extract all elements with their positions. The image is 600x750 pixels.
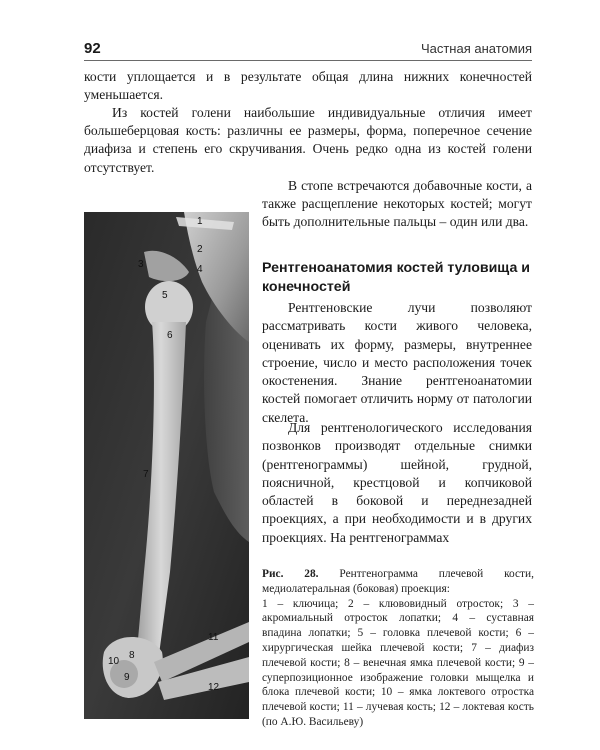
paragraph-4: Рентгеновские лучи позволяют рассматривать кости живого человека, оценивать их форму, размеры, внутреннее строение, число и место расположения точек окостенения. Знание рентгеноанатомии костей помогает отличить норму от патологии скелета. [262, 300, 532, 425]
xray-label-9: 9 [124, 672, 130, 683]
figure-caption [262, 567, 534, 730]
paragraph-3: В стопе встречаются добавочные кости, а также расщепление некоторых костей; могут быть дополнительные пальцы – один или два. [262, 178, 532, 230]
caption-legend: 1 – ключица; 2 – клювовидный отросток; 3 – акромиальный отросток лопатки; 4 – суставная впадина лопатки; 5 – головка плечевой кости; 6 – хирургическая шейка плечевой кости; 7 – диафиз плечевой кости; 8 – венечная ямка плечевой кости; 9 – суперпозиционное изображение головки мыщелка и блока плечевой кости; 10 – ямка локтевого отростка плечевой кости; 11 – лучевая кость; 12 – локтевая кость (по А.Ю. Васильеву) [262, 597, 534, 728]
xray-label-11: 11 [208, 632, 219, 643]
page-number: 92 [84, 40, 101, 57]
xray-label-10: 10 [108, 656, 120, 667]
running-head: Частная анатомия [420, 41, 532, 56]
paragraph-1: кости уплощается и в результате общая длина нижних конечностей уменьшается. [84, 69, 532, 103]
xray-label-2: 2 [197, 244, 203, 255]
xray-label-12: 12 [208, 682, 220, 693]
xray-figure [84, 212, 249, 719]
paragraph-2: Из костей голени наибольшие индивидуальные отличия имеет большеберцовая кость: различны ее размеры, форма, поперечное сечение диафиза и степень его скручивания. Очень редко одна из костей голени отсутствует. [84, 105, 532, 175]
xray-label-6: 6 [167, 330, 173, 341]
section-heading: Рентгеноанатомия костей туловища и конечностей [262, 260, 531, 295]
xray-label-4: 4 [197, 264, 203, 275]
paragraph-5: Для рентгенологического исследования позвонков производят отдельные снимки (рентгенограммы) шейной, грудной, поясничной, крестцовой и копчиковой областей в боковой и переднезадней проекциях, а при необходимости и в других проекциях. На рентгенограммах [262, 420, 532, 545]
caption-text: Рентгенограмма плечевой кости, медиолатеральная (боковая) проекция: [262, 568, 534, 595]
caption-label: Рис. 28. [262, 568, 319, 580]
page-header [84, 38, 532, 61]
xray-label-3: 3 [138, 259, 144, 270]
xray-label-7: 7 [143, 469, 149, 480]
xray-label-8: 8 [129, 650, 135, 661]
xray-label-5: 5 [162, 290, 168, 301]
xray-label-1: 1 [197, 216, 203, 227]
xray-image [84, 212, 249, 719]
